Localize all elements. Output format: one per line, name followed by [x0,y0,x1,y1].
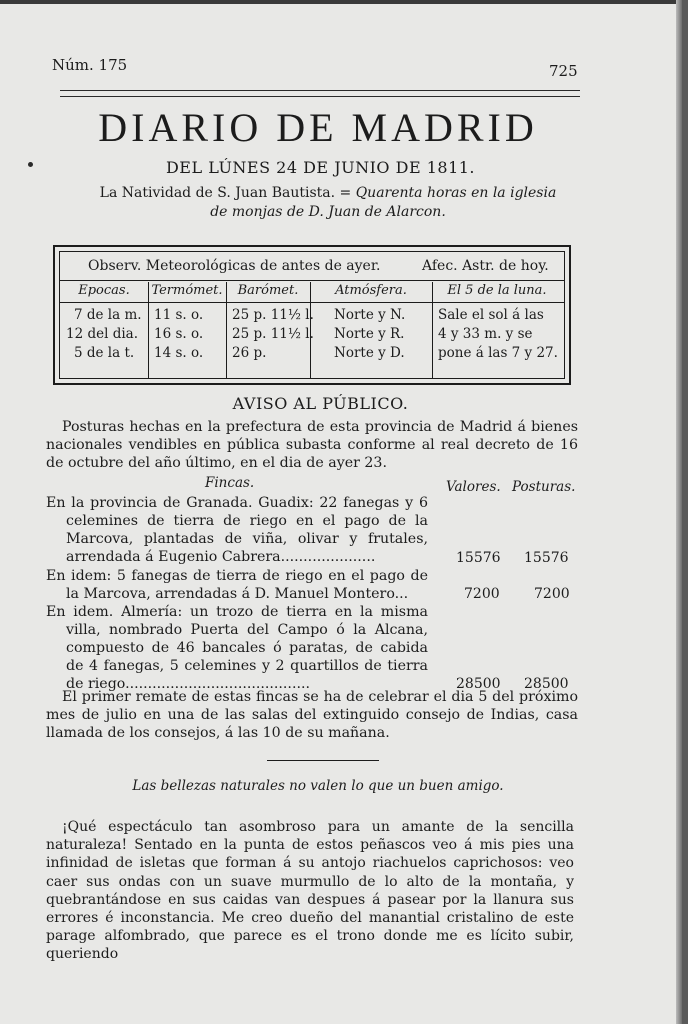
weather-table-inner [59,251,565,379]
col-barometro: Barómet. [237,283,299,298]
entry-valor: 28500 [456,676,501,692]
cell-term: 14 s. o. [154,345,204,361]
cell-baro: 26 p. [232,345,267,361]
issue-number: Núm. 175 [52,56,128,74]
posturas-header: Posturas. [512,479,576,495]
essay-proverb: Las bellezas naturales no valen lo que un buen amigo. [132,778,504,794]
cell-term: 16 s. o. [154,326,204,342]
section-separator [267,760,379,761]
astro-line: 4 y 33 m. y se [438,326,533,342]
issue-date: DEL LÚNES 24 DE JUNIO DE 1811. [165,158,476,177]
saints-devotion: Quarenta horas en la iglesia [355,185,557,201]
saints-line-1 [58,185,598,201]
cell-atm: Norte y R. [334,326,405,342]
newspaper-title: DIARIO DE MADRID [98,105,538,150]
entry-postura: 28500 [524,676,569,692]
astro-line: Sale el sol á las [438,307,544,323]
astro-line: pone á las 7 y 27. [438,345,558,361]
notice-heading: AVISO AL PÚBLICO. [232,394,409,413]
col-termometro: Termómet. [151,283,223,298]
cell-baro: 25 p. 11½ l. [232,326,314,342]
entry-text: En la provincia de Granada. Guadix: 22 fanegas y 6 celemines de tierra de riego en el pago de la Marcova, plantadas de viña, olivar y frutales, arrendada á Eugenio Cabrera..................... [46,495,428,565]
property-entry [46,567,428,603]
notice-closing: El primer remate de estas fincas se ha de celebrar el dia 5 del próximo mes de julio en una de las salas del extinguido consejo de Indias, casa llamada de los consejos, á las 10 de su mañana. [46,689,578,741]
table-rule [60,302,564,303]
weather-title: Observ. Meteorológicas de antes de ayer. [88,258,381,274]
property-entry [46,494,428,566]
property-entry [46,603,428,693]
entry-postura: 7200 [534,586,570,602]
notice-intro: Posturas hechas en la prefectura de esta provincia de Madrid á bienes nacionales vendibles en pública subasta conforme al real decreto de 16 de octubre del año último, en el dia de ayer 23. [46,419,578,471]
ink-spot [28,162,33,167]
col-atmosfera: Atmósfera. [335,283,407,298]
cell-term: 11 s. o. [154,307,204,323]
table-rule [60,280,564,281]
fincas-header: Fincas. [205,475,255,491]
page-number: 725 [549,62,578,80]
page-edge [676,0,682,1024]
col-luna: El 5 de la luna. [447,283,547,298]
cell-epoca: 5 de la t. [74,345,135,361]
header-rule [60,90,580,97]
entry-valor: 7200 [464,586,500,602]
cell-atm: Norte y D. [334,345,405,361]
entry-valor: 15576 [456,550,501,566]
entry-text: En idem: 5 fanegas de tierra de riego en el pago de la Marcova, arrendadas á D. Manuel Montero... [46,568,428,602]
essay-text: ¡Qué espectáculo tan asombroso para un amante de la sencilla naturaleza! Sentado en la punta de estos peñascos veo á mis pies una infinidad de isletas que forman á su antojo riachuelos caprichosos: veo caer sus ondas con un suave murmullo de lo alto de la montaña, y quebrantándose en sus caidas van despues á pasear por la llanura sus errores é inconstancia. Me creo dueño del manantial cristalino de este parage alfombrado, que parece es el trono donde me es lícito subir, queriendo [46,819,574,963]
valores-header: Valores. [446,479,501,495]
entry-text: En idem. Almería: un trozo de tierra en la misma villa, nombrado Puerta del Campo ó la Alcana, compuesto de 46 bancales ó paratas, de cabida de 4 fanegas, 5 celemines y 2 quartillos de tierra de riego......................................... [46,604,428,692]
weather-table [53,245,571,385]
astro-title: Afec. Astr. de hoy. [422,258,549,274]
cell-epoca: 7 de la m. [74,307,142,323]
saints-line-2: de monjas de D. Juan de Alarcon. [210,204,446,220]
col-epocas: Epocas. [78,283,130,298]
scan-border-top [0,0,682,4]
entry-postura: 15576 [524,550,569,566]
cell-epoca: 12 del dia. [66,326,139,342]
saints-feast: La Natividad de S. Juan Bautista. = [99,185,356,201]
cell-baro: 25 p. 11½ l. [232,307,314,323]
cell-atm: Norte y N. [334,307,406,323]
